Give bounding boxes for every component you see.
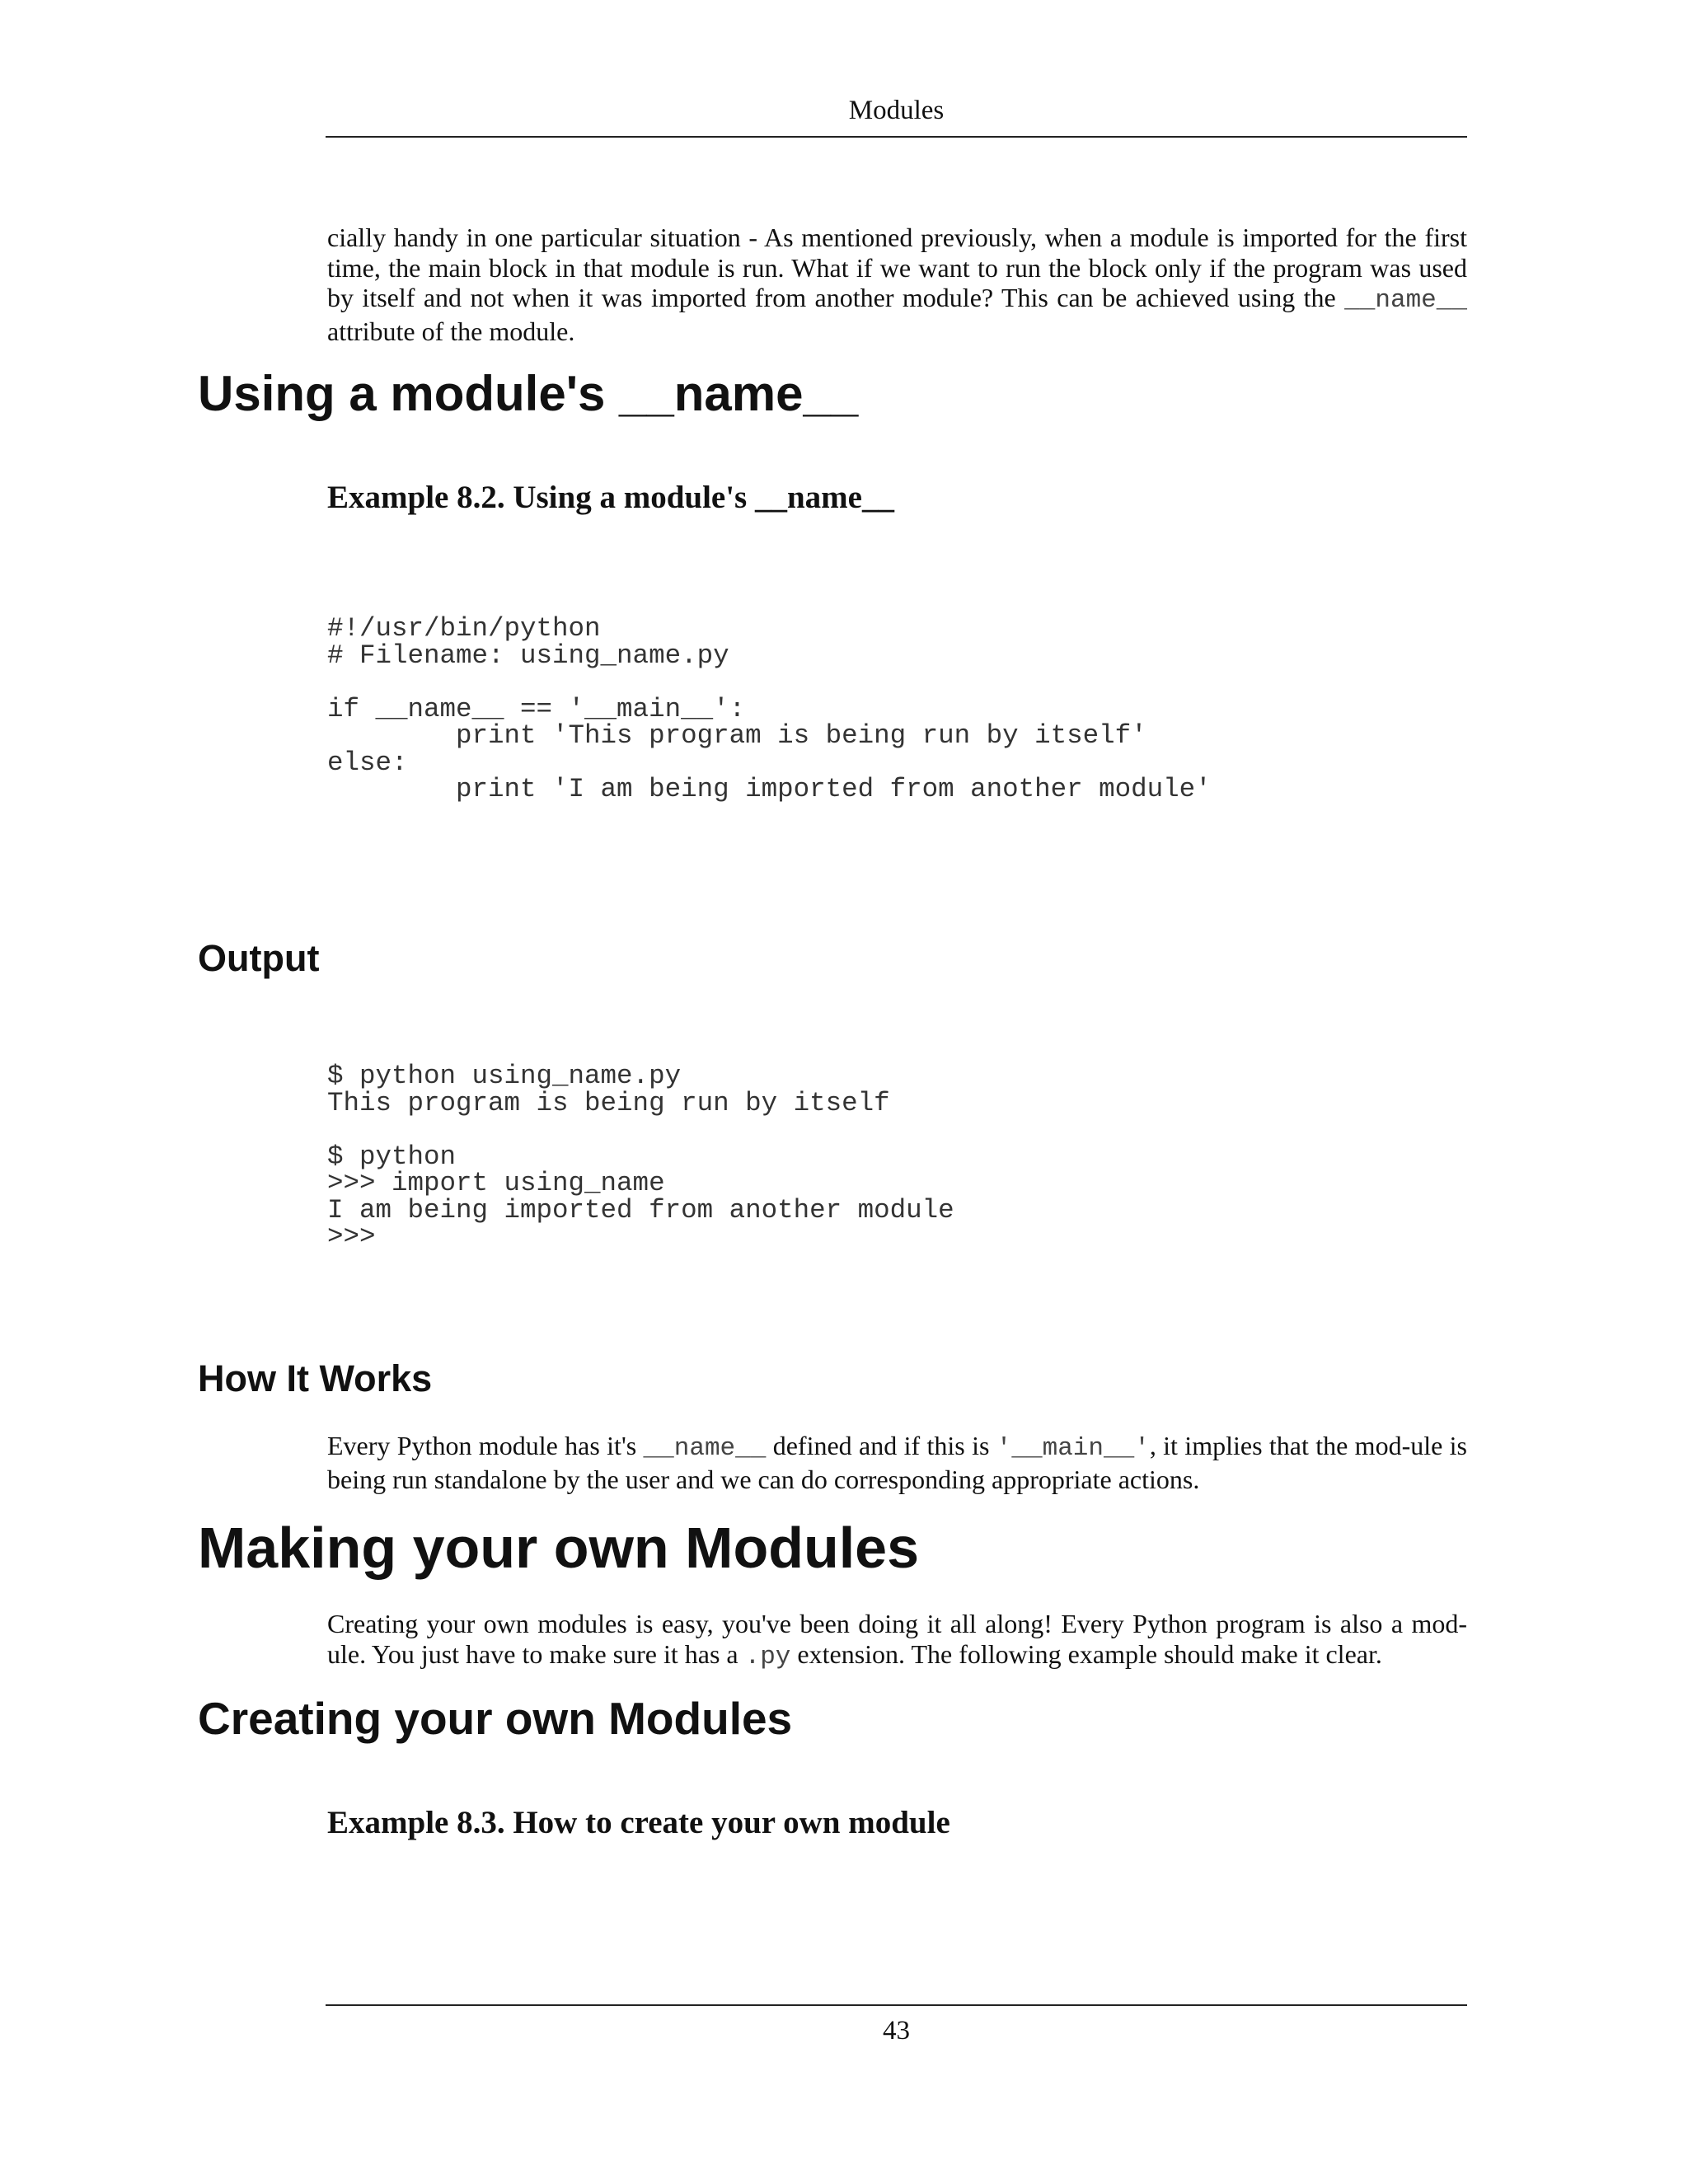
section-heading-output: Output — [198, 937, 320, 979]
code-line — [327, 669, 1212, 696]
how-it-works-paragraph — [327, 1431, 1467, 1494]
code-line: print 'I am being imported from another module' — [327, 774, 1212, 804]
code-line: >>> — [327, 1221, 376, 1252]
section-heading-creating-modules: Creating your own Modules — [198, 1693, 793, 1744]
code-line: I am being imported from another module — [327, 1194, 954, 1226]
footer-rule — [326, 2004, 1467, 2006]
running-header: Modules — [848, 96, 945, 125]
how-text-3: , it implies that the mod-ule is being run standalone by the user and we can do corresponding appropriate actions. — [327, 1431, 1468, 1494]
code-line — [327, 1117, 954, 1144]
inline-code-main: '__main__' — [996, 1434, 1150, 1463]
code-line: else: — [327, 747, 408, 778]
example-title-8-3: Example 8.3. How to create your own module — [327, 1805, 950, 1840]
code-block-using-name — [327, 613, 1212, 804]
code-line: $ python using_name.py — [327, 1061, 682, 1091]
inline-code-name: __name__ — [643, 1434, 767, 1463]
how-text-2: defined and if this is — [766, 1431, 996, 1460]
chapter-heading-making-modules: Making your own Modules — [198, 1516, 920, 1580]
code-line: This program is being run by itself — [327, 1087, 890, 1118]
section-heading-how-it-works: How It Works — [198, 1357, 433, 1399]
section-heading-using-name: Using a module's __name__ — [198, 366, 859, 421]
page-number: 43 — [883, 2016, 910, 2046]
code-line: >>> import using_name — [327, 1168, 665, 1198]
code-block-output — [327, 1063, 954, 1251]
intro-text: cially handy in one particular situation - As mentioned previously, when a module is imported for the first time, the main block in that module is run. What if we want to run the block only if the program was used by itself and not when it was imported from another module? This can be achieved using the — [327, 223, 1467, 312]
inline-code-name: __name__ — [1344, 286, 1467, 315]
code-line: # Filename: using_name.py — [327, 640, 729, 671]
making-text-2: extension. The following example should make it clear. — [790, 1638, 1382, 1669]
code-line: $ python — [327, 1141, 457, 1172]
making-modules-paragraph — [327, 1609, 1467, 1672]
making-text-1: Creating your own modules is easy, you've been doing it all along! Every Python program is also a mod-ule. You just have to make sure it has a — [327, 1609, 1467, 1669]
inline-code-py: .py — [744, 1642, 791, 1671]
header-rule — [326, 136, 1467, 138]
code-line: #!/usr/bin/python — [327, 613, 601, 644]
code-line: if __name__ == '__main__': — [327, 693, 746, 724]
intro-paragraph — [327, 223, 1467, 346]
example-title-8-2: Example 8.2. Using a module's __name__ — [327, 480, 894, 515]
how-text-1: Every Python module has it's — [327, 1431, 644, 1460]
code-line: print 'This program is being run by itself' — [327, 720, 1147, 751]
intro-tail: attribute of the module. — [327, 316, 575, 346]
